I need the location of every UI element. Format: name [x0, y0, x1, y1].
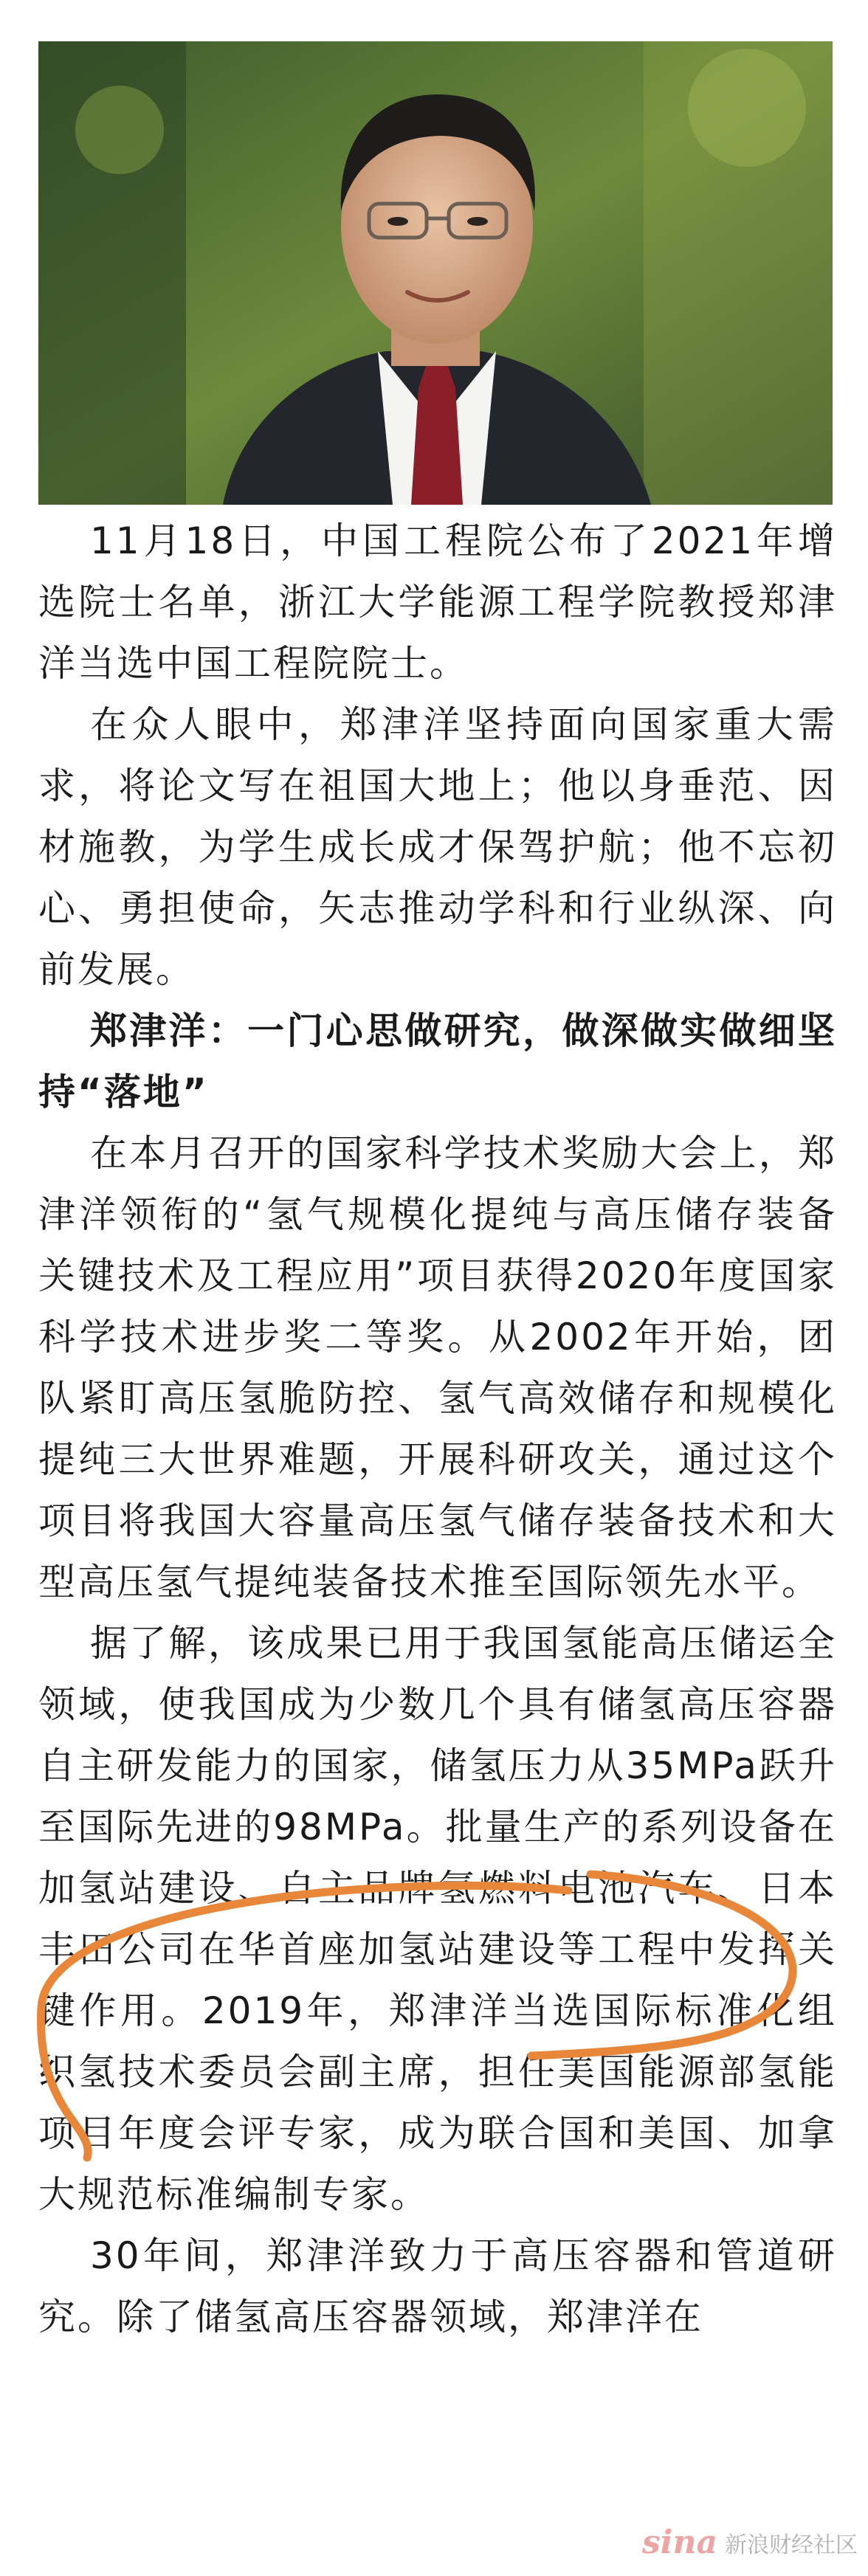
paragraph-achievements: 据了解，该成果已用于我国氢能高压储运全领域，使我国成为少数几个具有储氢高压容器自主研发能力的国家，储氢压力从35MPa跃升至国际先进的98MPa。批量生产的系列设备在加氢站建设、自主品牌氢燃料电池汽车、日本丰田公司在华首座加氢站建设等工程中发挥关键作用。2019年，郑津洋当选国际标准化组织氢技术委员会副主席，担任美国能源部氢能项目年度会评专家，成为联合国和美国、加拿大规范标准编制专家。 [38, 1622, 837, 2216]
section-heading: 郑津洋：一门心思做研究，做深做实做细坚持“落地” [38, 1009, 837, 1113]
paragraph-research: 30年间，郑津洋致力于高压容器和管道研究。除了储氢高压容器领域，郑津洋在 [38, 2234, 837, 2338]
watermark [642, 2524, 858, 2561]
sina-logo: sina [642, 2524, 717, 2561]
portrait-image [38, 41, 833, 505]
portrait-photo [38, 41, 833, 505]
paragraph-intro: 11月18日，中国工程院公布了2021年增选院士名单，浙江大学能源工程学院教授郑津洋当选中国工程院院士。 [38, 519, 837, 685]
paragraph-profile: 在众人眼中，郑津洋坚持面向国家重大需求，将论文写在祖国大地上；他以身垂范、因材施教，为学生成长成才保驾护航；他不忘初心、勇担使命，矢志推动学科和行业纵深、向前发展。 [38, 703, 837, 991]
watermark-text: 新浪财经社区 [725, 2532, 858, 2558]
paragraph-award: 在本月召开的国家科学技术奖励大会上，郑津洋领衔的“氢气规模化提纯与高压储存装备关键技术及工程应用”项目获得2020年度国家科学技术进步奖二等奖。从2002年开始，团队紧盯高压氢脆防控、氢气高效储存和规模化提纯三大世界难题，开展科研攻关，通过这个项目将我国大容量高压氢气储存装备技术和大型高压氢气提纯装备技术推至国际领先水平。 [38, 1132, 837, 1603]
article-body [38, 511, 837, 2348]
